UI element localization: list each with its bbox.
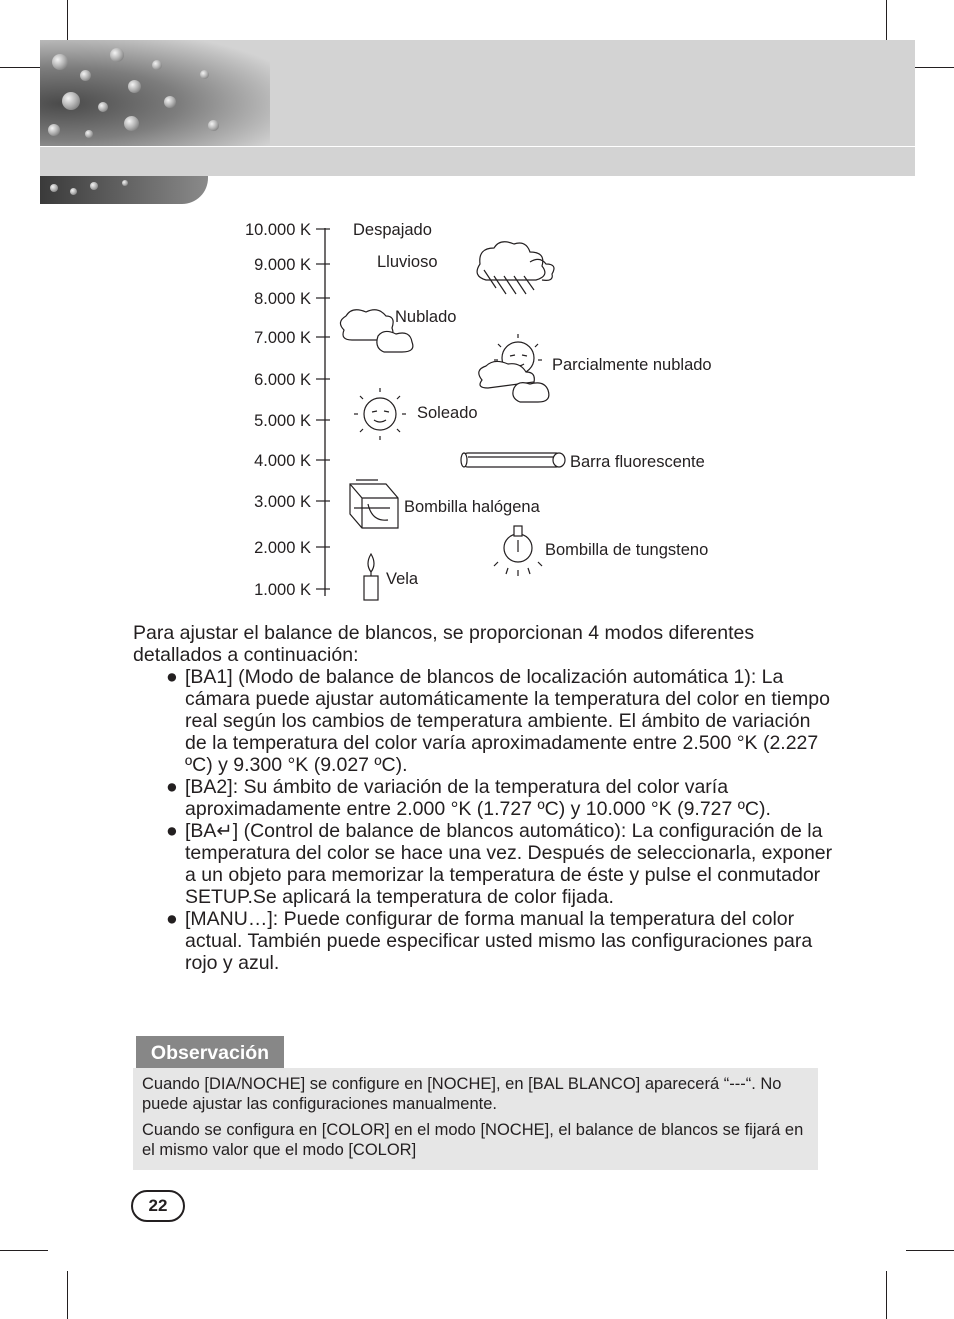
label-nublado: Nublado (395, 308, 457, 326)
crop-mark (67, 1271, 68, 1319)
partly-cloudy-icon (479, 334, 549, 402)
tick-label: 7.000 K (254, 329, 311, 347)
tungsten-bulb-icon (494, 526, 542, 576)
tick-label: 8.000 K (254, 290, 311, 308)
crop-mark (886, 1271, 887, 1319)
list-item-text: [BA↵] (Control de balance de blancos automático): La configuración de la temperatura del color se hace una vez. Después de seleccionarla, exponer a un objeto para memorizar la temperatura de éste y pulse el conmutador SETUP.Se aplicará la temperatura de color fijada. (185, 820, 833, 908)
label-barra-fluorescente: Barra fluorescente (570, 453, 705, 471)
label-vela: Vela (386, 570, 419, 588)
tick-label: 6.000 K (254, 371, 311, 389)
color-temperature-chart (228, 212, 748, 607)
halogen-lamp-icon (350, 480, 398, 528)
bullet-icon: ● (166, 776, 178, 798)
note-title: Observación (136, 1036, 284, 1068)
tick-label: 3.000 K (254, 493, 311, 511)
list-item-manual (133, 908, 833, 974)
label-soleado: Soleado (417, 404, 478, 422)
tick-label: 2.000 K (254, 539, 311, 557)
label-parcialmente-nublado: Parcialmente nublado (552, 356, 712, 374)
page-number: 22 (131, 1190, 185, 1222)
tick-label: 10.000 K (244, 221, 311, 239)
label-lluvioso: Lluvioso (377, 253, 438, 271)
tick-label: 1.000 K (254, 581, 311, 599)
list-item-ba1 (133, 666, 833, 776)
tick-label: 4.000 K (254, 452, 311, 470)
label-bombilla-halogena: Bombilla halógena (404, 498, 540, 516)
bullet-icon: ● (166, 820, 178, 842)
note-line: Cuando se configura en [COLOR] en el modo [NOCHE], el balance de blancos se fijará en el mismo valor que el modo [COLOR] (142, 1121, 804, 1159)
mode-list (133, 666, 833, 974)
note-box (133, 1068, 818, 1170)
sun-icon (354, 388, 406, 440)
tick-label: 9.000 K (254, 256, 311, 274)
list-item-text: [MANU…]: Puede configurar de forma manual la temperatura del color actual. También puede especificar usted mismo las configuraciones para rojo y azul. (185, 908, 813, 974)
list-item-text: [BA1] (Modo de balance de blancos de localización automática 1): La cámara puede ajustar automáticamente la temperatura del color en tiempo real según los cambios de temperatura ambiente. El ámbito de variación de la temperatura del color varía aproximadamente entre 2.500 °K (2.227 ºC) y 9.300 °K (9.027 ºC). (185, 666, 830, 776)
fluorescent-tube-icon (461, 453, 565, 467)
crop-mark (0, 1250, 48, 1251)
tick-label: 5.000 K (254, 412, 311, 430)
tick-group (245, 221, 330, 599)
banner-divider (40, 146, 915, 147)
rain-cloud-icon (477, 242, 554, 294)
bullet-icon: ● (166, 666, 178, 688)
label-bombilla-tungsteno: Bombilla de tungsteno (545, 541, 709, 559)
intro-paragraph: Para ajustar el balance de blancos, se proporcionan 4 modos diferentes detallados a continuación: (133, 622, 755, 666)
water-drops-decoration (40, 40, 270, 146)
banner-tab (40, 176, 208, 204)
list-item-ba2 (133, 776, 833, 820)
candle-icon (364, 554, 378, 600)
label-despajado: Despajado (353, 221, 432, 239)
list-item-text: [BA2]: Su ámbito de variación de la temperatura del color varía aproximadamente entre 2.000 °K (1.727 ºC) y 10.000 °K (9.727 ºC). (185, 776, 771, 820)
list-item-ba-fixed (133, 820, 833, 908)
crop-mark (906, 1250, 954, 1251)
note-line: Cuando [DIA/NOCHE] se configure en [NOCHE], en [BAL BLANCO] aparecerá “---“. No puede ajustar las configuraciones manualmente. (142, 1075, 782, 1113)
bullet-icon: ● (166, 908, 178, 930)
